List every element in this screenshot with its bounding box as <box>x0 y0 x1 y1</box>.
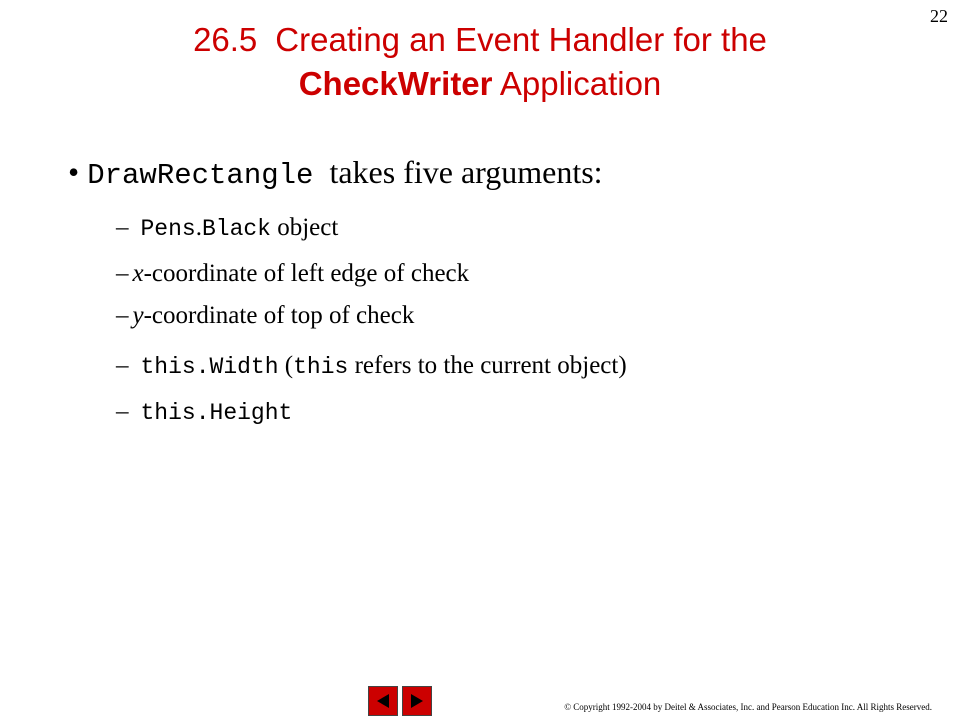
sub-text: object <box>270 214 339 241</box>
bullet-icon: • <box>68 154 80 190</box>
sub-item-height <box>116 396 292 429</box>
sub-item-width <box>116 350 627 383</box>
code-black: Black <box>201 216 271 242</box>
title-app-name: CheckWriter <box>298 65 493 102</box>
title-line-1 <box>0 18 960 62</box>
sub-item-x <box>116 258 469 290</box>
page-number: 22 <box>930 6 948 26</box>
code-this-height: this.Height <box>140 400 293 426</box>
paren-open: ( <box>278 352 294 379</box>
code-this: this <box>293 354 349 380</box>
code-dot: . <box>195 214 202 241</box>
next-slide-button[interactable] <box>402 686 432 716</box>
title-line-2 <box>0 62 960 106</box>
title-text-2: Application <box>492 65 662 102</box>
right-arrow-icon <box>408 692 426 710</box>
slide-title <box>0 18 960 106</box>
main-bullet <box>68 152 603 196</box>
dash-icon: – <box>116 260 129 287</box>
italic-x: x <box>132 260 144 287</box>
bullet-code: DrawRectangle <box>87 159 314 192</box>
sub-item-y <box>116 300 414 332</box>
code-this-width: this.Width <box>140 354 279 380</box>
dash-icon: – <box>116 214 129 241</box>
slide-navigation <box>368 686 432 716</box>
italic-y: y <box>132 302 144 329</box>
section-number: 26.5 <box>193 21 258 58</box>
previous-slide-button[interactable] <box>368 686 398 716</box>
sub-text: -coordinate of left edge of check <box>143 260 470 287</box>
copyright-notice: © Copyright 1992-2004 by Deitel & Associates, Inc. and Pearson Education Inc. All Rights Reserved. <box>564 702 932 712</box>
dash-icon: – <box>116 302 129 329</box>
dash-icon: – <box>116 352 129 379</box>
sub-text: refers to the current object) <box>348 352 627 379</box>
code-pens: Pens <box>140 216 196 242</box>
title-text-1: Creating an Event Handler for the <box>275 21 767 58</box>
sub-item-pens <box>116 212 338 245</box>
left-arrow-icon <box>374 692 392 710</box>
dash-icon: – <box>116 398 129 425</box>
bullet-text: takes five arguments: <box>329 154 603 190</box>
sub-text: -coordinate of top of check <box>143 302 415 329</box>
